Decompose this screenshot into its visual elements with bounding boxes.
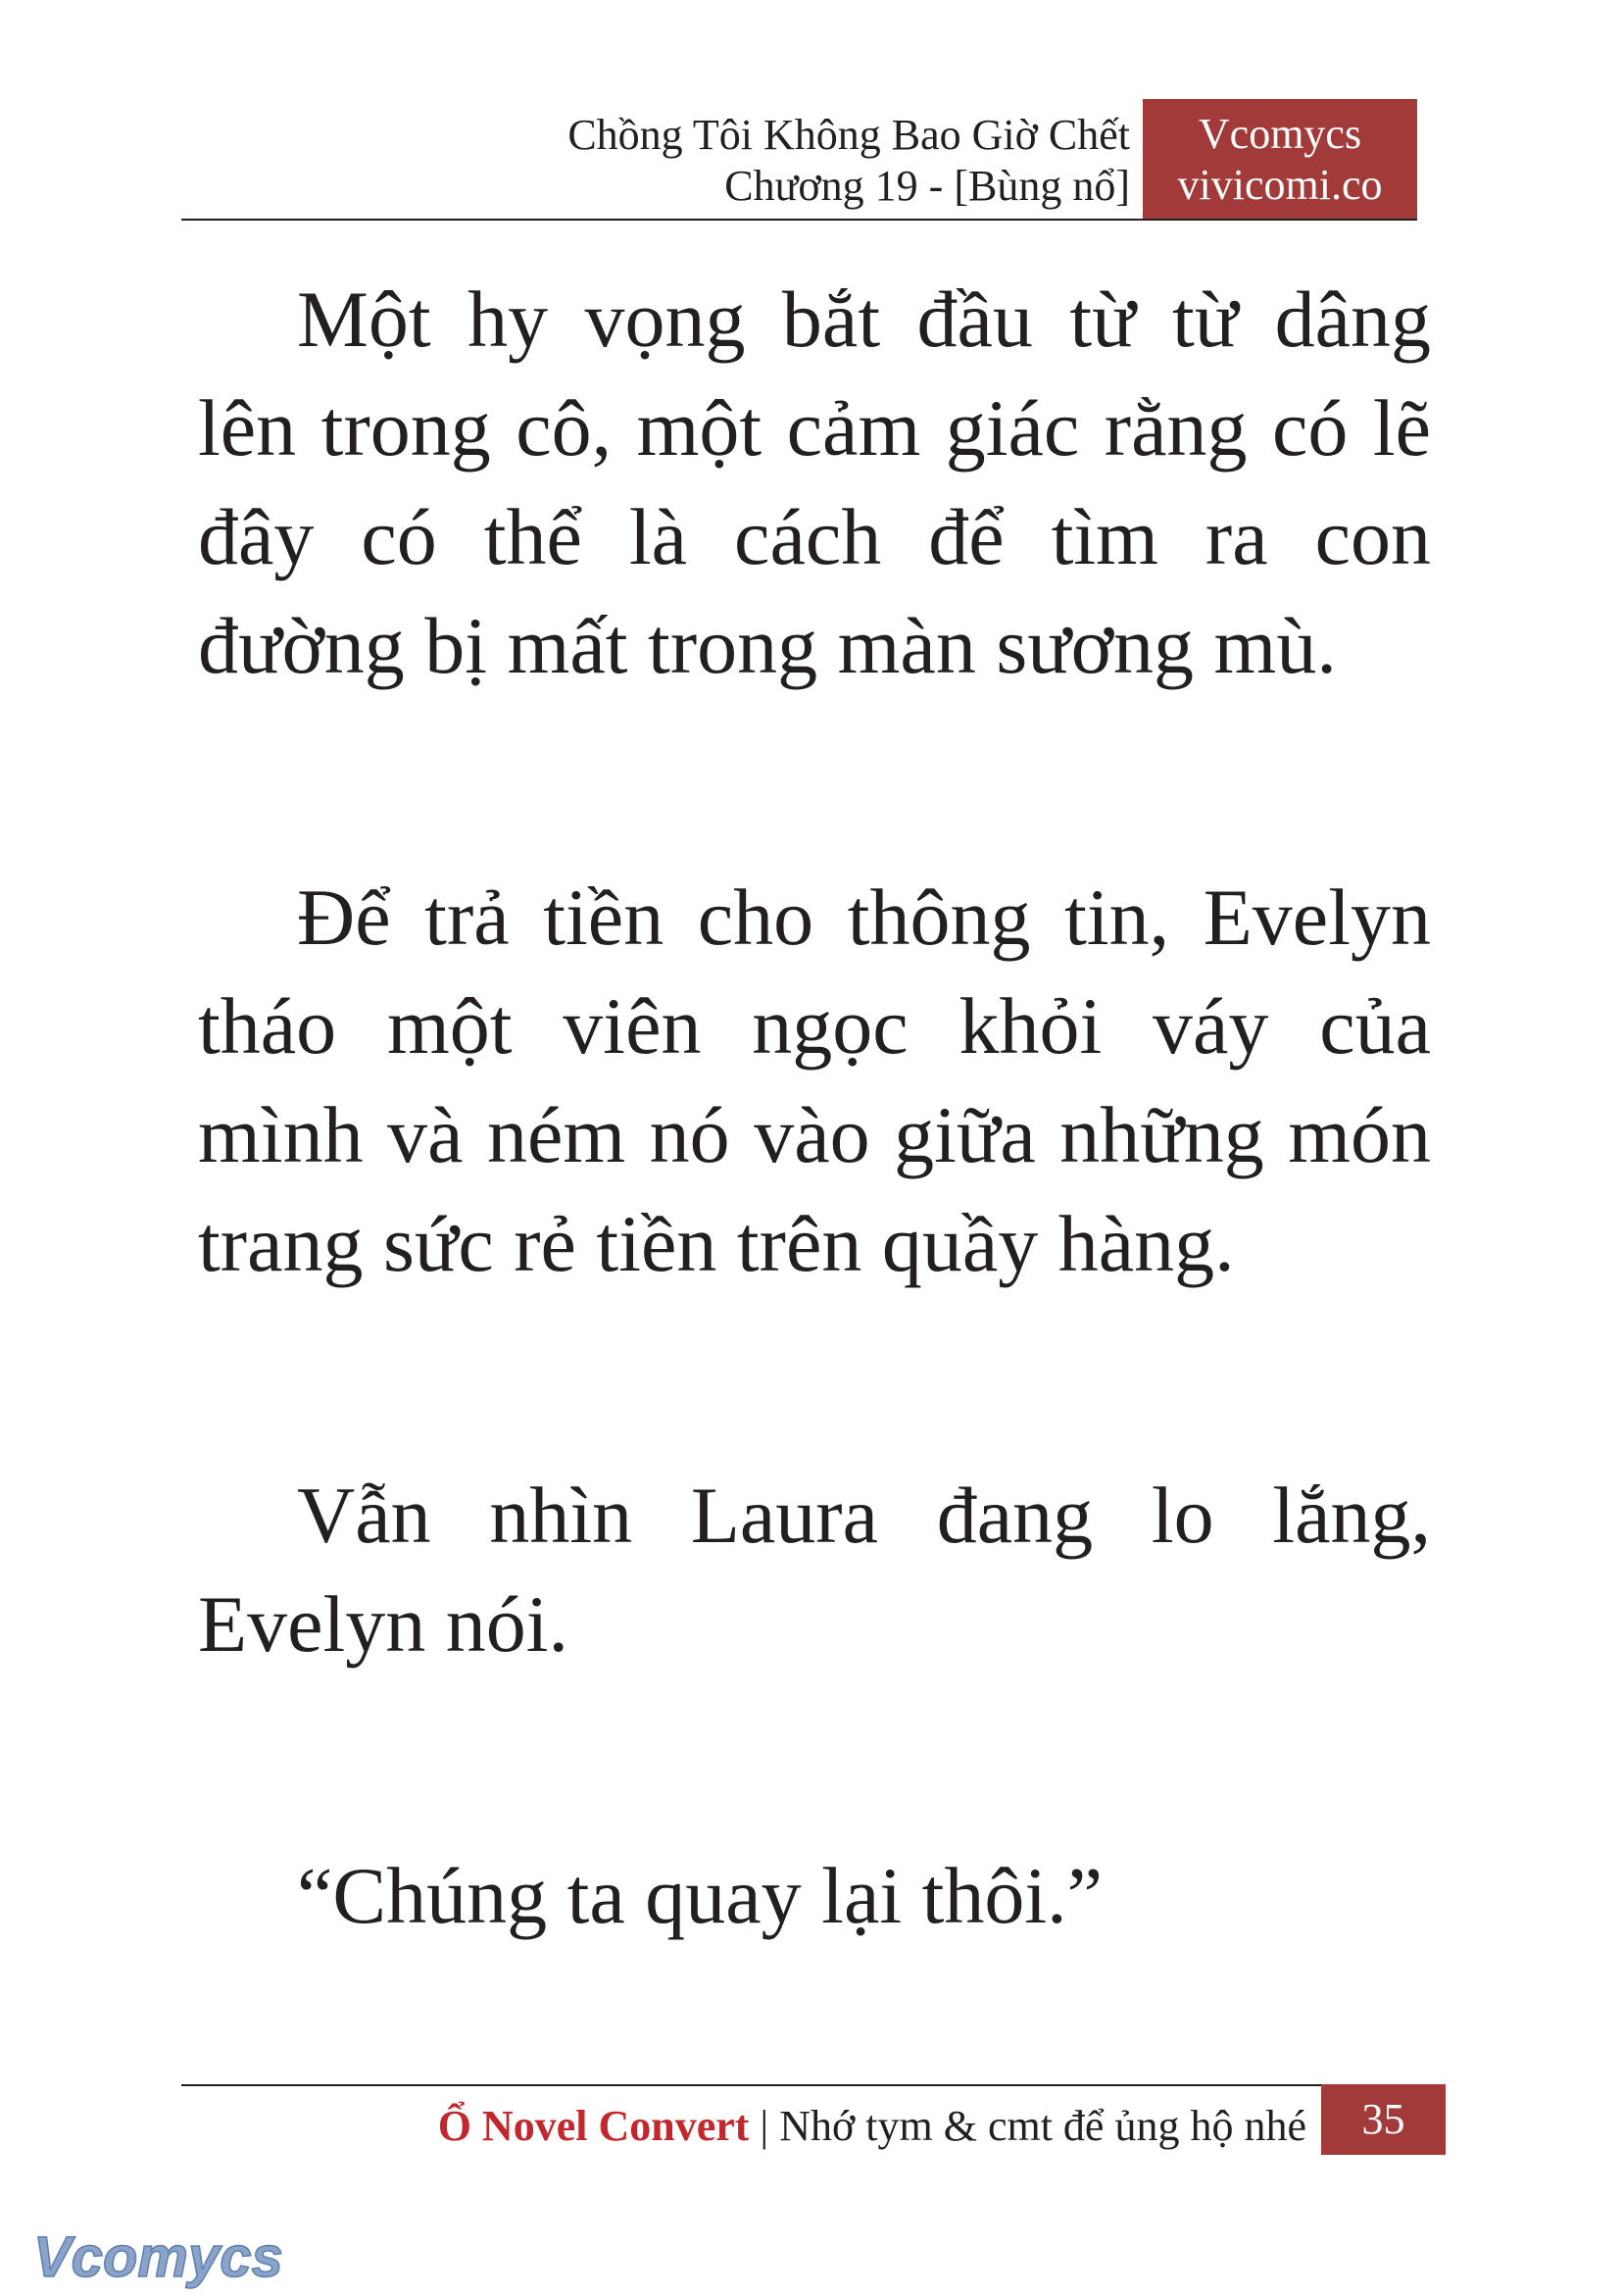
page-number: 35 xyxy=(1321,2084,1446,2155)
footer-separator: | xyxy=(760,2102,769,2150)
watermark-text: Vcomycs xyxy=(33,2225,283,2289)
footer-divider xyxy=(181,2084,1446,2086)
paragraph: “Chúng ta quay lại thôi.” xyxy=(297,1851,1104,1940)
header-divider xyxy=(181,219,1417,221)
site-badge-name: Vcomycs xyxy=(1198,110,1362,158)
site-badge xyxy=(1143,99,1417,219)
paragraph: Vẫn nhìn Laura đang lo lắng, Evelyn nói. xyxy=(198,1471,1431,1669)
footer-brand: Ổ Novel Convert xyxy=(437,2102,750,2150)
paragraph: Một hy vọng bắt đầu từ từ dâng lên trong cô, một cảm giác rằng có lẽ đây có thể là cách để tìm ra con đường bị mất trong màn sương mù. xyxy=(198,275,1431,690)
book-title: Chồng Tôi Không Bao Giờ Chết xyxy=(567,111,1130,159)
site-badge-url: vivicomi.co xyxy=(1177,161,1383,209)
footer-line xyxy=(438,2098,1306,2155)
running-header xyxy=(567,110,1130,212)
footer-message: Nhớ tym & cmt để ủng hộ nhé xyxy=(779,2102,1306,2150)
chapter-title: Chương 19 - [Bùng nổ] xyxy=(724,162,1130,210)
vcomycs-logo-watermark xyxy=(29,2218,283,2296)
page-body xyxy=(198,265,1431,2113)
paragraph: Để trả tiền cho thông tin, Evelyn tháo một viên ngọc khỏi váy của mình và ném nó vào giữa những món trang sức rẻ tiền trên quầy hàng. xyxy=(198,873,1431,1288)
